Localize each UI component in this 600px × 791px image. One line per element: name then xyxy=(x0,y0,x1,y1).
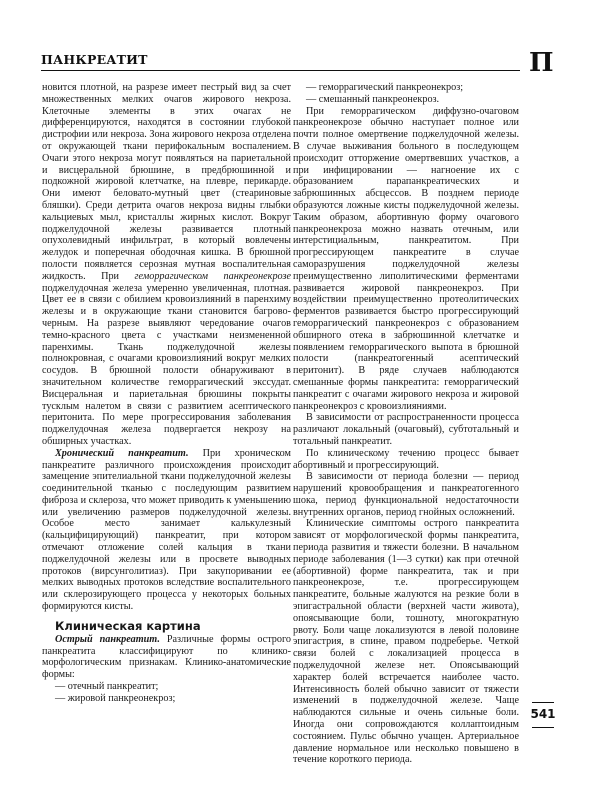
italic-term: геморрагическом панкреонекрозе xyxy=(134,270,291,282)
running-header-title: ПАНКРЕАТИТ xyxy=(41,52,148,67)
page-number: 541 xyxy=(530,707,556,721)
page-number-rule-top xyxy=(532,702,554,703)
page-number-block xyxy=(529,702,557,728)
term-acute-pancreatitis: Острый панкреатит. xyxy=(55,633,160,645)
right-column xyxy=(293,82,519,766)
paragraph-text: поджелудочная железа умеренно увеличенная, плотная. Цвет ее в связи с обилием кровоизлияний в паренхиму железы и в окружающие ткани становится багрово-черным. На разрезе выявляют чередование очагов темно-красного цвета с участками неизмененной паренхимы. Ткань поджелудочной железы полнокровная, с очагами кровоизлияний вокруг мелких сосудов. В брюшной полости обнаруживают в значительном количестве геморрагический экссудат. Висцеральная и париетальная брюшины покрыты тусклым налетом в связи с развитием асептического перитонита. По мере прогрессирования заболевания поджелудочная железа подвергается некрозу на обширных участках. xyxy=(42,282,291,447)
paragraph-periods: В зависимости от периода болезни — период нарушений кровообращения и панкреатогенного шока, период функциональной недостаточности внутренних органов, период гнойных осложнений. xyxy=(293,471,519,518)
paragraph-text: При хроническом панкреатите различного происхождения происходит замещение эпителиальной ткани поджелудочной железы соединительной тканью с последующим развитием фиброза и склероза, что может приводить к уменьшению или увеличению размеров поджелудочной железы. Особое место занимает калькулезный (кальцифицирующий) панкреатит, при котором отмечают отложение солей кальция в ткани поджелудочной железы или в просвете выводных протоков (вирсунголитиаз). При закупоривании ее мелких выводных протоков вследствие воспалительного или склерозирующего процесса у некоторых больных формируются кисты. xyxy=(42,447,291,613)
paragraph-text: Различные формы острого панкреатита классифицируют по клинико-морфологическим признакам. Клинико-анатомические формы: xyxy=(42,633,291,681)
term-chronic-pancreatitis: Хронический панкреатит. xyxy=(55,447,189,459)
section-letter-marker: П xyxy=(529,48,554,78)
paragraph-morphology xyxy=(42,82,291,448)
paragraph-symptoms: Клинические симптомы острого панкреатита зависят от морфологической формы панкреатита, периода развития и тяжести болезни. В начальном периоде заболевания (1—3 сутки) как при отечной (абортивной) форме панкреатита, так и при панкреонекрозе, т.е. прогрессирующем панкреатите, больные жалуются на резкие боли в эпигастральной области (верхней части живота), опоясывающие боли, тошноту, многократную рвоту. Боли чаще локализуются в левой половине эпигастрия, в спине, правом подреберье. Четкой связи болей с локализацией процесса в поджелудочной железе нет. Опоясывающий характер болей встречается наиболее часто. Интенсивность болей обычно зависит от тяжести изменений в поджелудочной железе. Чаще наблюдаются сильные и очень сильные боли. Иногда они сопровождаются коллаптоидным состоянием. Пульс обычно учащен. Артериальное давление нормальное или несколько повышено в течение короткого периода. xyxy=(293,518,519,766)
paragraph-extent: В зависимости от распространенности процесса различают локальный (очаговый), субтотальный и тотальный панкреатит. xyxy=(293,412,519,447)
list-item: — отечный панкреатит; xyxy=(55,681,159,693)
section-heading-clinical-picture: Клиническая картина xyxy=(55,618,201,633)
list-item: — геморрагический панкреонекроз; xyxy=(306,82,464,93)
paragraph-hemorrhagic-necrosis: При геморрагическом диффузно-очаговом панкреонекрозе обычно наступает полное или почти полное омертвение поджелудочной железы. В случае выживания больного в последующем происходит отторжение омертвевших участков, а при инфицировании — нагноение их с образованием парапанкреатических и забрюшинных абсцессов. В позднем периоде образуются ложные кисты поджелудочной железы. Таким образом, абортивную форму очагового панкреонекроза можно назвать отечным, или интерстициальным, панкреатитом. При прогрессирующем панкреатите в случае саморазрушения поджелудочной железы преимущественно липолитическими ферментами развивается жировой панкреонекроз. При воздействии преимущественно протеолитических ферментов развивается быстро прогрессирующий геморрагический панкреонекроз с образованием обширного отека в забрюшинной клетчатке и появлением геморрагического выпота в брюшной полости (панкреатогенный асептический перитонит). В ряде случаев наблюдаются смешанные формы панкреатита: геморрагический панкреатит с очагами жирового некроза и жировой панкреонекроз с кровоизлияниями. xyxy=(293,105,519,412)
list-item: — жировой панкреонекроз; xyxy=(55,692,176,704)
page-number-rule-bottom xyxy=(532,727,554,728)
paragraph-text: новится плотной, на разрезе имеет пестрый вид за счет множественных мелких очагов жирового некроза. Клеточные элементы в этих очагах не дифференцируются, находятся в состоянии глубокой дистрофии или некроза. Зона жирового некроза отделена от окружающей ткани перифокальным воспалением. Очаги этого некроза могут появляться на париетальной и висцеральной брюшине, в предбрюшинной и подкожной жировой клетчатке, на плевре, перикарде. Они имеют беловато-мутный цвет (стеариновые бляшки). Среди детрита очагов некроза видны глыбки кальциевых мыл, кристаллы жирных кислот. Вокруг поджелудочной железы развивается плотный опухолевидный инфильтрат, в который вовлечены желудок и поперечная ободочная кишка. В брюшной полости появляется серозная мутная воспалительная жидкость. При xyxy=(42,82,291,282)
paragraph-acute-pancreatitis xyxy=(42,634,291,681)
header-rule xyxy=(41,70,520,71)
paragraph-course: По клиническому течению процесс бывает абортивный и прогрессирующий. xyxy=(293,447,519,471)
list-item: — смешанный панкреонекроз. xyxy=(306,93,440,105)
left-column xyxy=(42,82,291,705)
paragraph-chronic-pancreatitis xyxy=(42,448,291,613)
